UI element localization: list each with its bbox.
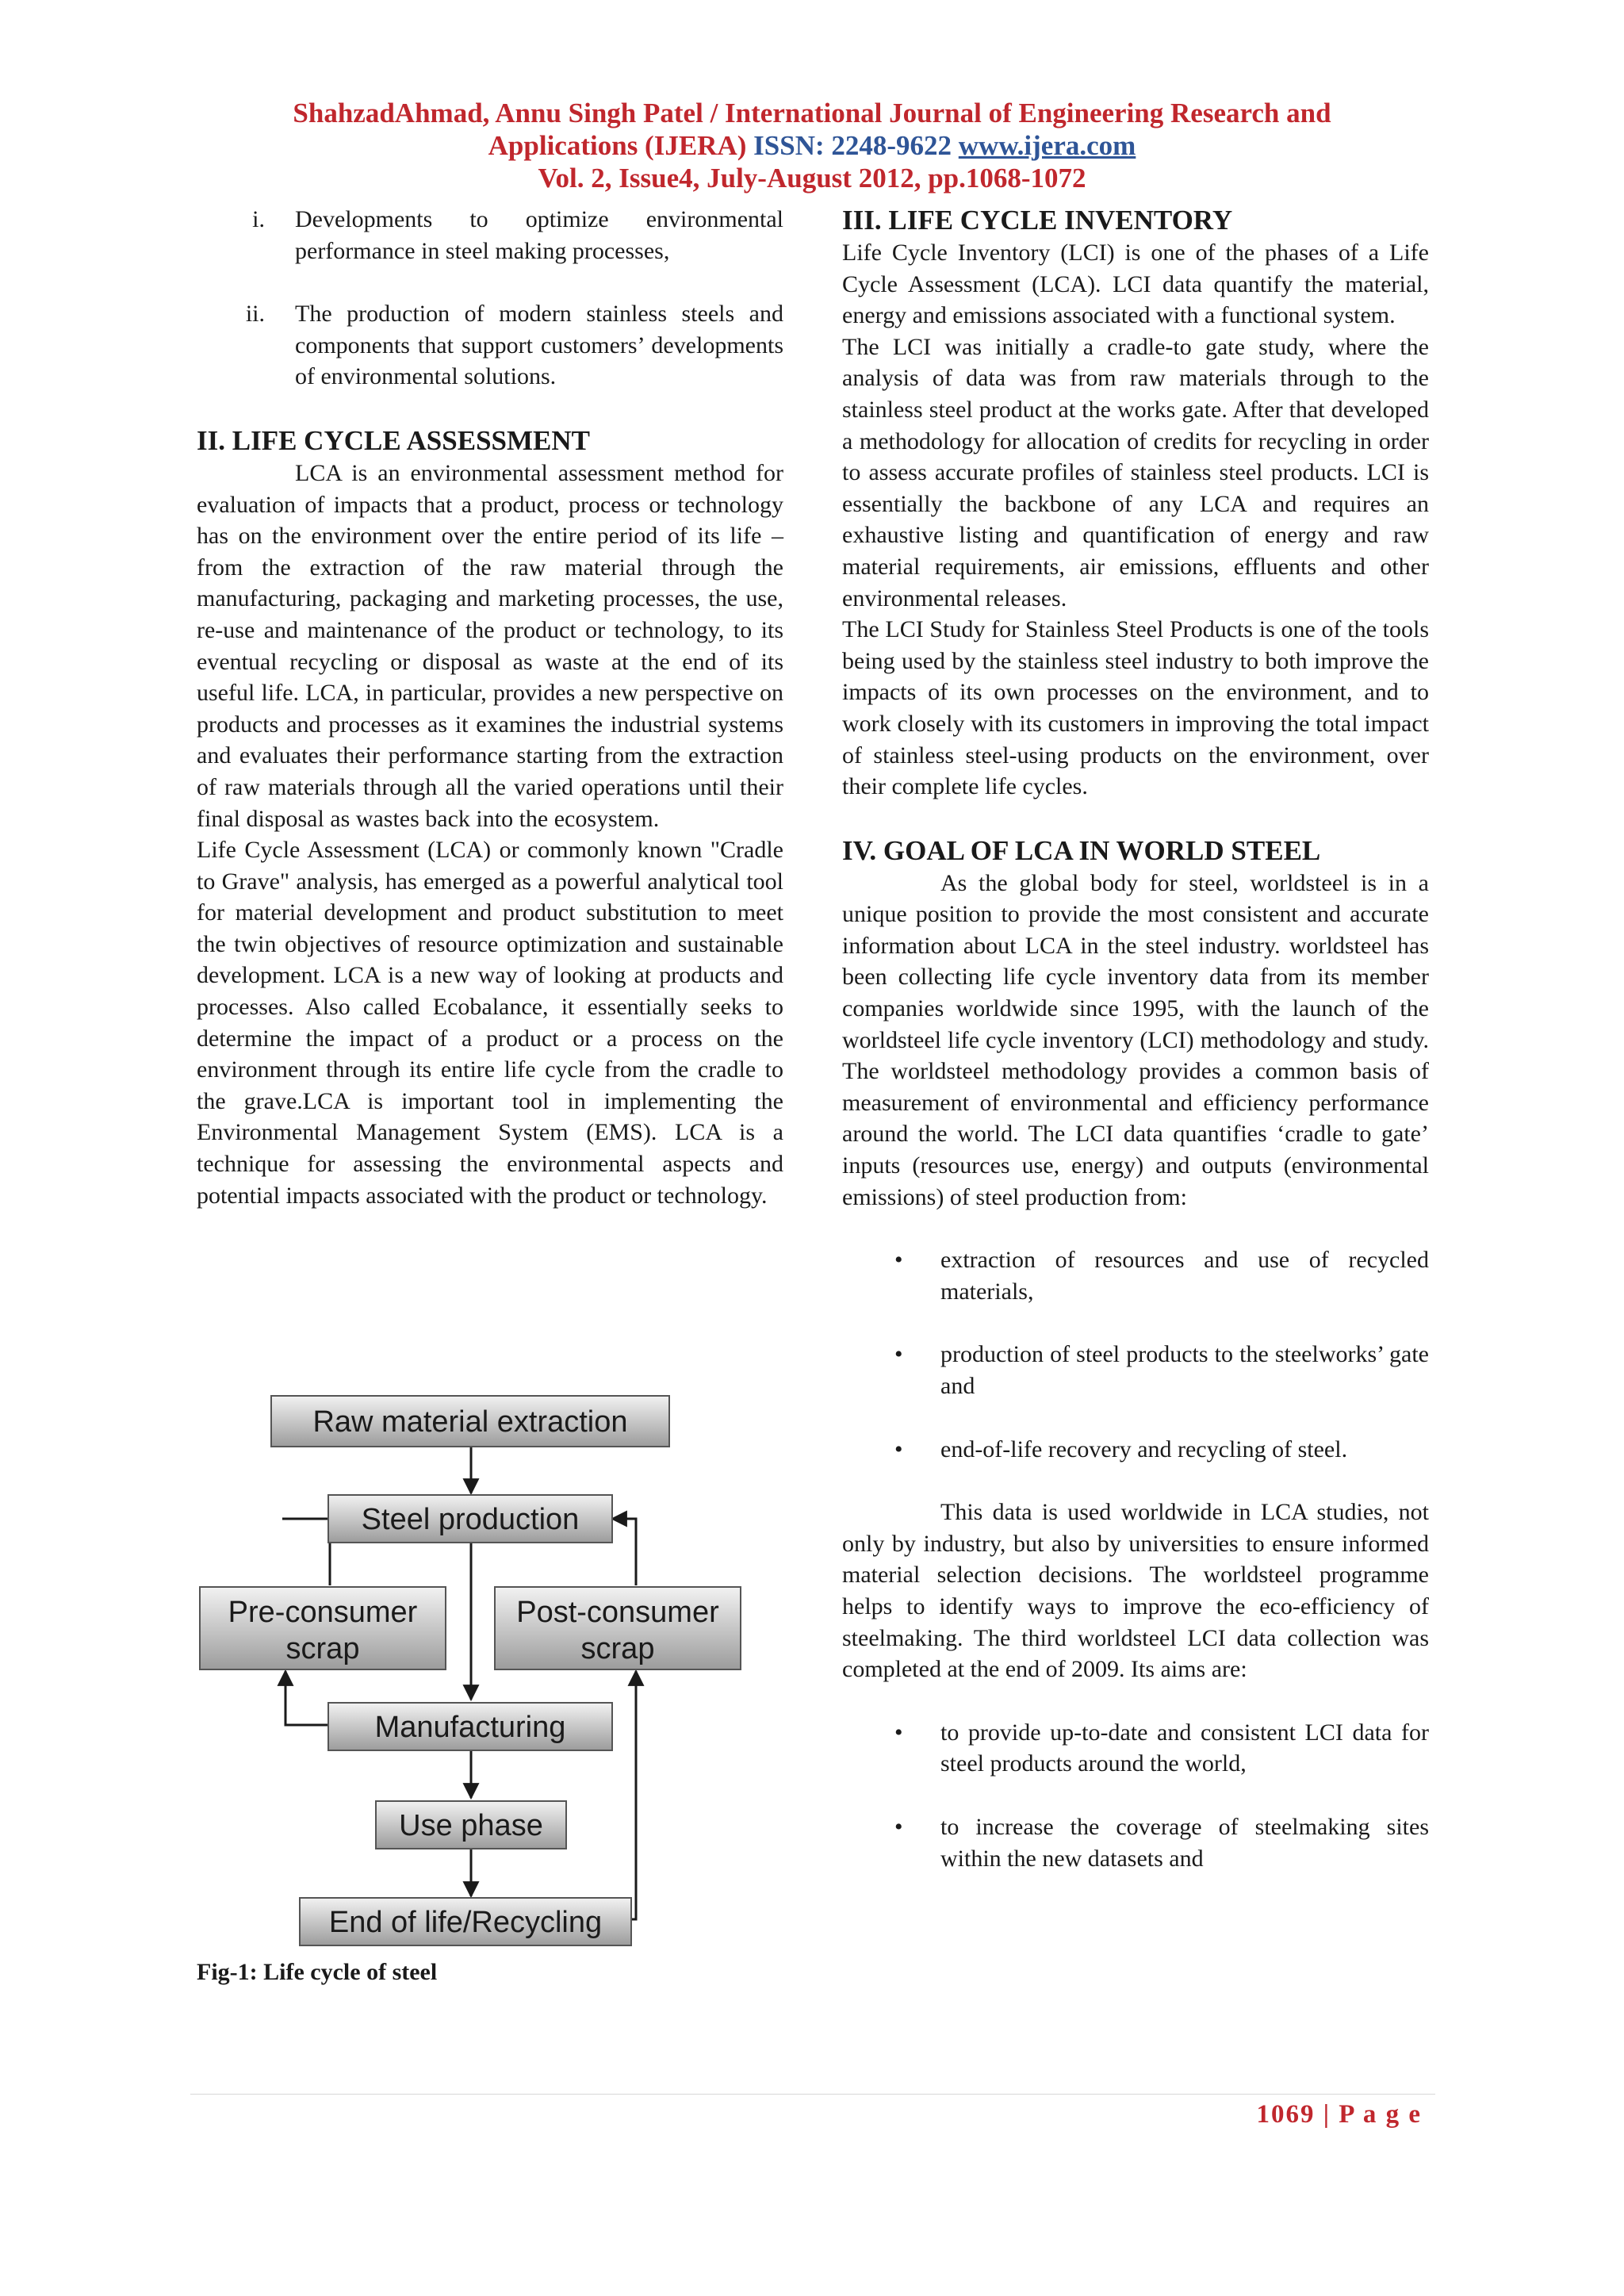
bullet-icon: • <box>894 1435 903 1462</box>
diagram-box-steel-production <box>328 1495 612 1543</box>
diagram-box-post-consumer-scrap <box>495 1587 741 1669</box>
bullet-list-item <box>842 1717 1429 1780</box>
bullet-text: end-of-life recovery and recycling of steel. <box>940 1435 1348 1462</box>
journal-header <box>0 97 1624 194</box>
diagram-label: Post-consumer <box>516 1596 719 1629</box>
diagram-label: Use phase <box>399 1809 543 1842</box>
bullet-text: production of steel products to the steelworks’ gate and <box>940 1341 1429 1399</box>
bullet-list-item <box>842 1434 1429 1466</box>
header-website-link[interactable]: www.ijera.com <box>958 130 1136 161</box>
diagram-label: End of life/Recycling <box>328 1906 603 1939</box>
bullet-icon: • <box>894 1247 903 1274</box>
paragraph: The LCI was initially a cradle-to gate study, where the analysis of data was from raw materials through to the stainless steel product at the works gate. After that developed a methodology for allocation of credits for recycling in order to assess accurate profiles of stainless steel products. LCI is essentially the backbone of any LCA and requires an exhaustive listing and quantification of energy and raw material requirements, air emissions, effluents and other environmental releases. <box>842 333 1429 611</box>
bullet-text: to increase the coverage of steelmaking sites within the new datasets and <box>940 1813 1429 1872</box>
diagram-label: scrap <box>580 1632 655 1665</box>
life-cycle-diagram <box>197 1392 752 1963</box>
footer-divider <box>190 2094 1435 2095</box>
bullet-icon: • <box>894 1719 903 1746</box>
paragraph: LCA is an environmental assessment method for evaluation of impacts that a product, process or technology has on the environment over the entire period of its life –from the extraction of the raw material through the manufacturing, packaging and marketing processes, the use, re-use and maintenance of the product or technology, to its eventual recycling or disposal as waste at the end of its useful life. LCA, in particular, provides a new perspective on products and processes as it examines the industrial systems and evaluates their performance starting from the extraction of raw materials through all the varied operations until their final disposal as wastes back into the ecosystem. <box>197 459 783 832</box>
diagram-box-end-of-life <box>300 1898 631 1945</box>
paragraph: This data is used worldwide in LCA studies, not only by industry, but also by universities to ensure informed material selection decisions. The worldsteel programme helps to identify ways to improve the eco-efficiency of steelmaking. The third worldsteel LCI data collection was completed at the end of 2009. Its aims are: <box>842 1499 1429 1683</box>
bullet-text: extraction of resources and use of recycled materials, <box>940 1247 1429 1305</box>
bullet-list-item <box>842 1339 1429 1401</box>
page-number: 1069 | P a g e <box>1256 2100 1422 2129</box>
bullet-list-item <box>842 1244 1429 1307</box>
diagram-label: Raw material extraction <box>312 1405 628 1439</box>
paragraph: Life Cycle Inventory (LCI) is one of the phases of a Life Cycle Assessment (LCA). LCI data quantify the material, energy and emissions associated with a functional system. <box>842 240 1429 329</box>
right-column <box>842 204 1429 1874</box>
roman-list-text: The production of modern stainless steels and components that support customers’ developments of environmental solutions. <box>295 301 783 390</box>
figure-caption: Fig-1: Life cycle of steel <box>197 1959 438 1985</box>
header-journal-name: Applications (IJERA) <box>488 130 747 161</box>
diagram-label: scrap <box>285 1632 360 1665</box>
diagram-label: Manufacturing <box>374 1711 566 1744</box>
paragraph: The LCI Study for Stainless Steel Products is one of the tools being used by the stainless steel industry to both improve the impacts of its own processes on the environment, and to work closely with its customers in improving the total impact of stainless steel-using products on the environment, over their complete life cycles. <box>842 616 1429 800</box>
paragraph: As the global body for steel, worldsteel is in a unique position to provide the most consistent and accurate information about LCA in the steel industry. worldsteel has been collecting life cycle inventory data from its member companies worldwide since 1995, with the launch of the worldsteel life cycle inventory (LCI) methodology and study. The worldsteel methodology provides a common basis of measurement of environmental and efficiency performance around the world. The LCI data quantifies ‘cradle to gate’ inputs (resources use, energy) and outputs (environmental emissions) of steel production from: <box>842 869 1429 1210</box>
bullet-text: to provide up-to-date and consistent LCI data for steel products around the world, <box>940 1719 1429 1777</box>
roman-list-number: ii. <box>245 301 265 328</box>
roman-list-item <box>197 204 783 266</box>
bullet-icon: • <box>894 1341 903 1368</box>
section-heading-life-cycle-assessment: II. LIFE CYCLE ASSESSMENT <box>197 424 590 456</box>
diagram-label: Steel production <box>361 1503 580 1536</box>
diagram-box-pre-consumer-scrap <box>200 1587 446 1669</box>
roman-list-item <box>197 298 783 393</box>
header-authors-line: ShahzadAhmad, Annu Singh Patel / International Journal of Engineering Research and <box>293 98 1331 128</box>
diagram-box-raw-material <box>271 1396 669 1447</box>
bullet-list-item <box>842 1811 1429 1874</box>
paragraph: Life Cycle Assessment (LCA) or commonly known "Cradle to Grave" analysis, has emerged as a powerful analytical tool for material development and product substitution to meet the twin objectives of resource optimization and sustainable development. LCA is a new way of looking at products and processes. Also called Ecobalance, it essentially seeks to determine the impact of a product or a process on the environment through its entire life cycle from the cradle to the grave.LCA is important tool in implementing the Environmental Management System (EMS). LCA is a technique for assessing the environmental aspects and potential impacts associated with the product or technology. <box>197 837 783 1209</box>
bullet-icon: • <box>894 1813 903 1840</box>
section-heading-goal-of-lca: IV. GOAL OF LCA IN WORLD STEEL <box>842 834 1321 866</box>
header-volume-line: Vol. 2, Issue4, July-August 2012, pp.1068-1072 <box>538 163 1086 194</box>
diagram-label: Pre-consumer <box>228 1596 418 1629</box>
header-journal-line <box>0 129 1624 162</box>
left-column <box>197 204 783 1211</box>
diagram-box-manufacturing <box>328 1703 612 1750</box>
header-issn: ISSN: 2248-9622 <box>753 130 952 161</box>
roman-list-text: Developments to optimize environmental performance in steel making processes, <box>295 206 783 264</box>
section-heading-life-cycle-inventory: III. LIFE CYCLE INVENTORY <box>842 205 1233 236</box>
diagram-box-use-phase <box>376 1801 566 1849</box>
roman-list-number: i. <box>252 206 265 232</box>
